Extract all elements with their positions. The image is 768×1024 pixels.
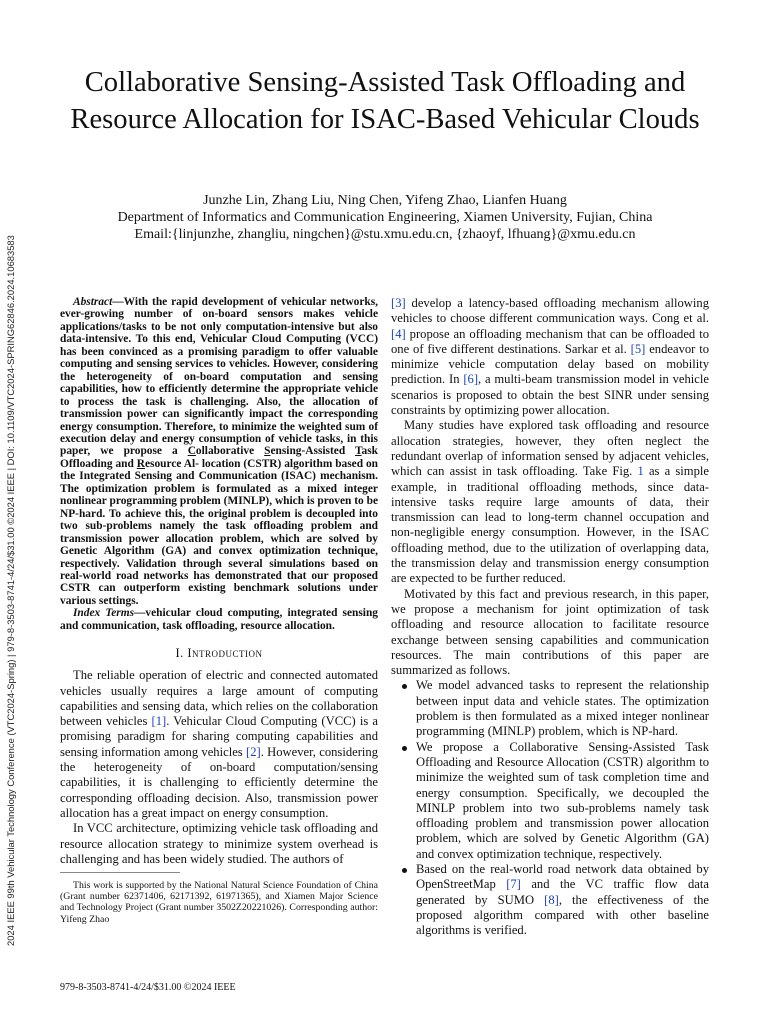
citation-link[interactable]: [1]	[151, 714, 167, 729]
list-item: We propose a Collaborative Sensing-Assisted Task Offloading and Resource Allocation (CSTR) algorithm to minimize the weighted sum of task completion time and energy consumption. Specifically, we decoupled the MINLP problem into two sub-problems namely task offloading problem and transmission power allocation problem, which are solved by Genetic Algorithm (GA) and convex optimization technique, respectively.	[391, 740, 709, 862]
funding-footnote: This work is supported by the National Natural Science Foundation of China (Grant number 62371406, 62171392, 61971365), and Xiamen Major Science and Technology Project (Grant number 3502Z20221026). Corresponding author: Yifeng Zhao	[60, 880, 378, 925]
contributions-list	[391, 678, 709, 938]
left-column	[60, 296, 378, 867]
email-line: Email:{linjunzhe, zhangliu, ningchen}@stu.xmu.edu.cn, {zhaoyf, lfhuang}@xmu.edu.cn	[134, 227, 636, 242]
citation-link[interactable]: [6]	[463, 372, 479, 387]
figure-link[interactable]: 1	[637, 464, 644, 479]
intro-paragraph-2: In VCC architecture, optimizing vehicle task offloading and resource allocation strategy to minimize system overhead is challenging and has been widely studied. The authors of	[60, 821, 378, 866]
affiliation: Department of Informatics and Communication Engineering, Xiamen University, Fujian, China	[117, 210, 653, 225]
citation-link[interactable]: [8]	[544, 892, 559, 907]
bottom-copyright: 979-8-3503-8741-4/24/$31.00 ©2024 IEEE	[60, 982, 236, 993]
citation-link[interactable]: [5]	[630, 341, 646, 356]
citation-link[interactable]: [7]	[506, 877, 521, 892]
right-column	[391, 296, 709, 938]
paper-title: Collaborative Sensing-Assisted Task Offloading and Resource Allocation for ISAC-Based Vehicular Clouds	[70, 67, 700, 135]
list-item: We model advanced tasks to represent the relationship between input data and vehicle states. The optimization problem is then formulated as a mixed integer nonlinear programming (MINLP) problem, which is NP-hard.	[391, 678, 709, 739]
intro-paragraph-1: The reliable operation of electric and connected automated vehicles usually requires a large amount of computing capabilities and sensing data, which relies on the collaboration between vehicles [1]. Vehicular Cloud Computing (VCC) is a promising paradigm for sharing computing capabilities and sensing information among vehicles [2]. However, considering the heterogeneity of on-board computation/sensing capabilities, it is challenging to efficiently determine the corresponding offloading decision. Also, transmission power allocation has a great impact on energy consumption.	[60, 668, 378, 820]
right-paragraph-2: Many studies have explored task offloading and resource allocation strategies, however, they often neglect the redundant overlap of information sensed by adjacent vehicles, which can assist in task offloading. Take Fig. 1 as a simple example, in traditional offloading methods, since data-intensive tasks require large amounts of data, their transmission can lead to long-term channel occupation and non-negligible energy consumption. However, in the ISAC offloading method, due to the utilization of overlapping data, the transmission delay and transmission energy consumption are expected to be further reduced.	[391, 418, 709, 586]
right-paragraph-3: Motivated by this fact and previous research, in this paper, we propose a mechanism for joint optimization of task offloading and resource allocation to facilitate resource exchange between sensing capabilities and communication resources. The main contributions of this paper are summarized as follows.	[391, 586, 709, 678]
citation-link[interactable]: [4]	[391, 326, 406, 341]
index-terms-label: Index Terms	[73, 607, 135, 620]
list-item: Based on the real-world road network data obtained by OpenStreetMap [7] and the VC traffic flow data generated by SUMO [8], the effectiveness of the proposed algorithm compared with other baseline algorithms is verified.	[391, 862, 709, 938]
author-list: Junzhe Lin, Zhang Liu, Ning Chen, Yifeng Zhao, Lianfen Huang	[203, 193, 567, 208]
side-doi-identifier: 2024 IEEE 99th Vehicular Technology Conference (VTC2024-Spring) | 979-8-3503-8741-4/24/$31.00 ©2024 IEEE | DOI: 10.1109/VTC2024-SPRING62846.2024.10683583	[5, 235, 16, 946]
index-terms: Index Terms—vehicular cloud computing, integrated sensing and communication, task offloading, resource allocation.	[60, 607, 378, 632]
citation-link[interactable]: [2]	[246, 744, 261, 759]
right-paragraph-1: [3] develop a latency-based offloading mechanism allowing vehicles to choose different communication ways. Cong et al. [4] propose an offloading mechanism that can be offloaded to one of five different destinations. Sarkar et al. [5] endeavor to minimize vehicle computation delay based on mobility prediction. In [6], a multi-beam transmission model in vehicle scenarios is proposed to obtain the best SINR under sensing constraints by optimizing power allocation.	[391, 296, 709, 418]
citation-link[interactable]: [3]	[391, 296, 406, 310]
footnote-divider	[60, 872, 180, 873]
abstract: Abstract—With the rapid development of vehicular networks, ever-growing number of on-board sensors makes vehicle applications/tasks to be not only computation-intensive but also data-intensive. To this end, Vehicular Cloud Computing (VCC) has been convinced as a promising paradigm to offer valuable computing and sensing services to vehicles. However, considering the heterogeneity of on-board computation and sensing capabilities, how to efficiently determine the appropriate vehicle to process the task is challenging. Also, the allocation of transmission power can significantly impact the corresponding energy consumption. Therefore, to minimize the weighted sum of execution delay and energy consumption of vehicle tasks, in this paper, we propose a Collaborative Sensing-Assisted Task Offloading and Resource Al- location (CSTR) algorithm based on the Integrated Sensing and Communication (ISAC) mechanism. The optimization problem is formulated as a mixed integer nonlinear programming problem (MINLP), which is proven to be NP-hard. To achieve this, the original problem is decoupled into two sub-problems namely the task offloading problem and transmission power allocation problem, which are solved by Genetic Algorithm (GA) and convex optimization technique, respectively. Validation through several simulations based on real-world road networks has demonstrated that our proposed CSTR can outperform existing benchmark solutions under various settings.	[60, 296, 379, 607]
section-heading-introduction: I. Introduction	[175, 646, 263, 661]
abstract-label: Abstract	[73, 296, 113, 308]
